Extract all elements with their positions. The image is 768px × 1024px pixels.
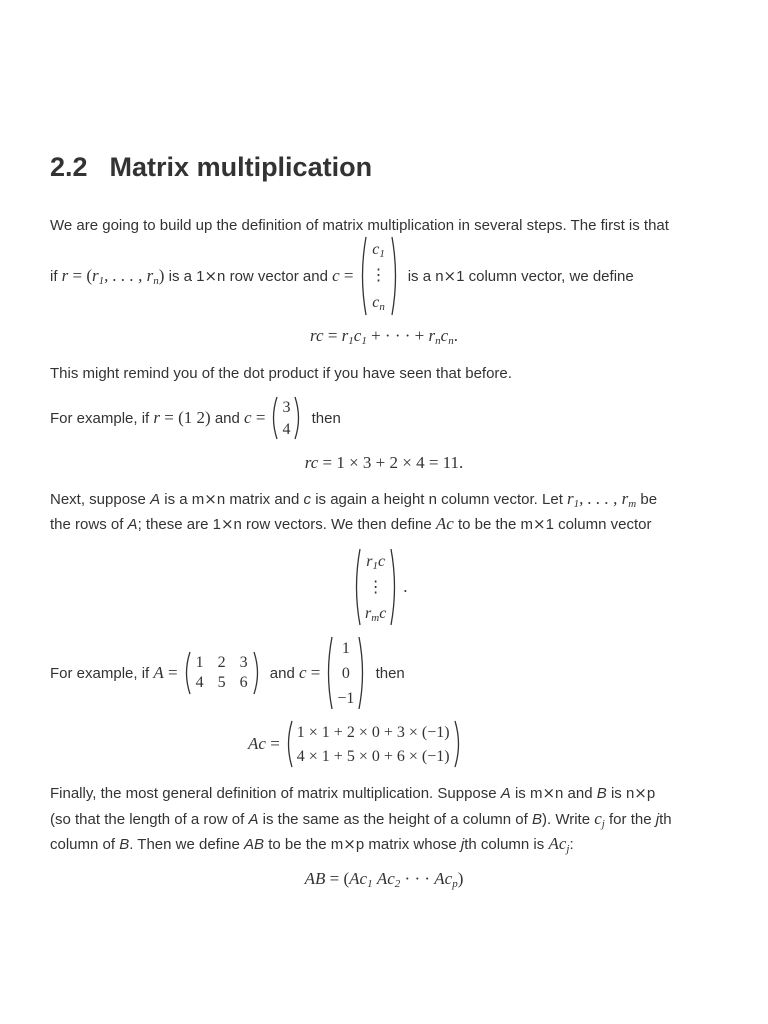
equation-AB: AB = ($Ac_1$ $Ac_2$ · · · $Ac_p$): [304, 869, 464, 890]
matrix-A: 1 2 3 4 5 6: [182, 651, 262, 695]
paragraph-dot-product: This might remind you of the dot product if you have seen that before.: [50, 365, 512, 382]
text-and-2: and: [269, 664, 295, 682]
paragraph-final-2: (so that the length of a row of A is the same as the height of a column of B). Write $c_j$ for the jth: [50, 809, 672, 830]
equation-rc-example: rc = 1 × 3 + 2 × 4 = 11.: [304, 453, 464, 472]
text-row-vector: is a 1⨯n row vector and: [168, 268, 328, 285]
text-for-example-2: For example, if: [50, 664, 150, 682]
text-column-vector: is a n⨯1 column vector, we define: [407, 268, 634, 285]
right-paren: [391, 236, 400, 316]
paragraph-final-3: column of B. Then we define AB to be the m⨯p matrix whose jth column is $Ac_j$:: [50, 834, 574, 855]
example-matrix-vector: For example, if A = 1 2 3 4 5 6 and c = 1 0 −1 then: [50, 636, 405, 710]
text-and: and: [214, 409, 240, 427]
text-then: then: [311, 409, 341, 427]
column-vector-rc: $r_1c$ ⋮ $r_mc$ .: [348, 548, 408, 626]
math-r-def: r: [61, 266, 69, 285]
paragraph-final-1: Finally, the most general definition of matrix multiplication. Suppose A is m⨯n and B is n⨯p: [50, 785, 656, 802]
equation-Ac: Ac = 1 × 1 + 2 × 0 + 3 × (−1) 4 × 1 + 5 × 0 + 6 × (−1): [248, 720, 467, 768]
section-heading: [50, 152, 372, 183]
vector-c-example: 1 0 −1: [324, 636, 367, 710]
left-paren: [358, 236, 367, 316]
paragraph-intro: We are going to build up the definition of matrix multiplication in several steps. The first is that: [50, 217, 669, 234]
text-then-2: then: [375, 664, 405, 682]
column-vector-example: 3 4: [269, 396, 303, 440]
paragraph-rows: the rows of A; these are 1⨯n row vectors. We then define Ac to be the m⨯1 column vector: [50, 514, 652, 533]
text-for-example: For example, if: [50, 409, 150, 427]
text-if: if: [50, 267, 58, 285]
definition-row-vector: if r = ( $r_1$, . . . , $r_n$ ) is a 1⨯n row vector and c = $c_1$ ⋮ $c_n$ is a n⨯1 column vector, we define: [50, 236, 634, 316]
section-title: Matrix multiplication: [109, 152, 373, 182]
paragraph-next: Next, suppose A is a m⨯n matrix and c is again a height n column vector. Let $r_1$, . . . , $r_m$ be: [50, 489, 658, 510]
math-c: c: [332, 266, 340, 285]
column-vector-c: $c_1$ ⋮ $c_n$: [358, 236, 400, 316]
example-row-column: For example, if r = (1 2) and c = 3 4 then: [50, 396, 341, 440]
section-number: 2.2: [50, 152, 88, 182]
equation-rc: rc = $r_1c_1$ + · · · + $r_nc_n$.: [310, 326, 458, 347]
